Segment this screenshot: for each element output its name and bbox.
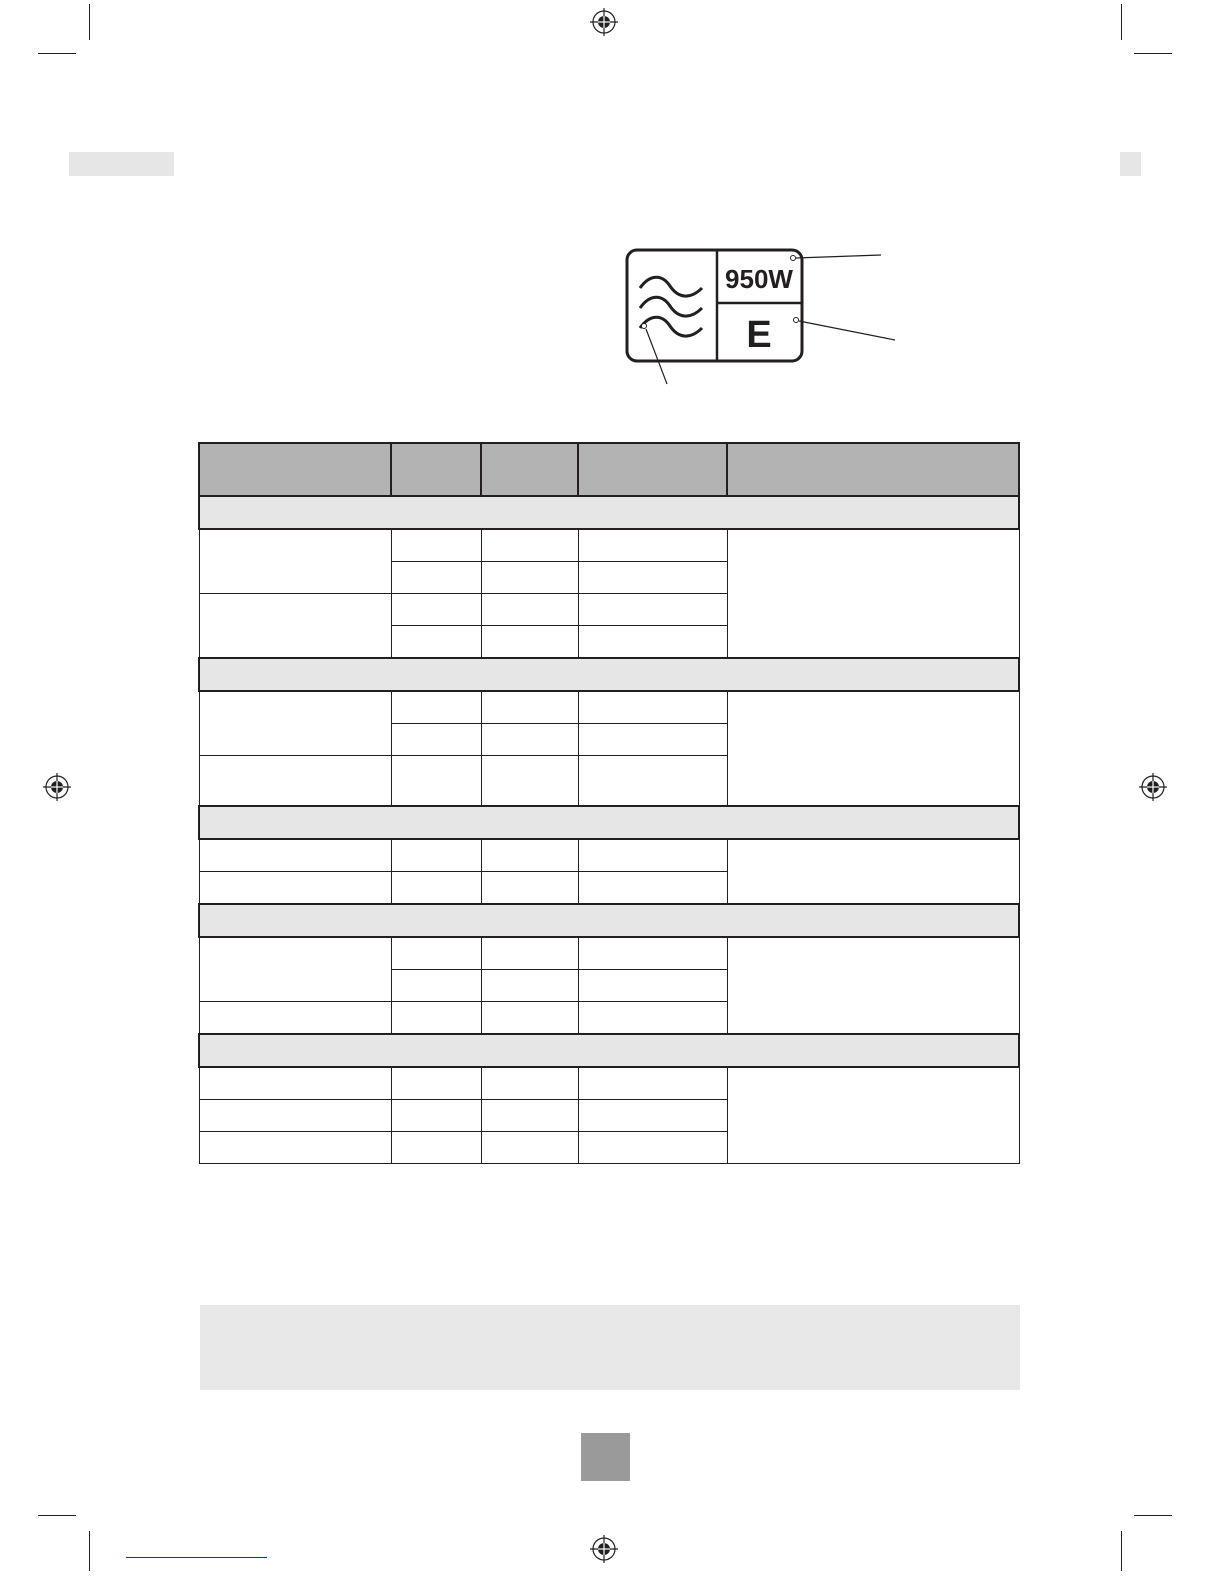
table-section-row xyxy=(199,806,1019,839)
table-cell xyxy=(578,626,727,659)
table-cell xyxy=(481,756,578,807)
table-cell xyxy=(481,562,578,594)
table-section-row xyxy=(199,1034,1019,1067)
table-cell xyxy=(481,839,578,872)
table-section-row xyxy=(199,658,1019,691)
registration-mark-icon xyxy=(43,773,71,801)
footer-link[interactable] xyxy=(126,1557,267,1558)
table-cell xyxy=(391,529,481,562)
table-cell xyxy=(727,839,1019,904)
table-cell xyxy=(199,937,391,1002)
table-section-row xyxy=(199,904,1019,937)
registration-mark-icon xyxy=(590,1535,618,1563)
table-cell xyxy=(199,756,391,807)
table-row xyxy=(199,1067,1019,1100)
microwave-wave-icon xyxy=(640,277,702,336)
registration-mark-icon xyxy=(1139,773,1167,801)
table-header-cell xyxy=(727,443,1019,496)
table-cell xyxy=(391,626,481,659)
table-cell xyxy=(391,872,481,905)
table-cell xyxy=(391,724,481,756)
table-cell xyxy=(199,839,391,872)
section-tab-right xyxy=(1120,152,1141,176)
table-cell xyxy=(481,1100,578,1132)
table-cell xyxy=(578,562,727,594)
table-cell xyxy=(481,1002,578,1035)
table-cell xyxy=(481,691,578,724)
table-header-cell xyxy=(199,443,391,496)
crop-mark xyxy=(89,4,90,40)
table-cell xyxy=(391,594,481,626)
note-box xyxy=(200,1305,1020,1390)
table-cell xyxy=(391,562,481,594)
table-header-cell xyxy=(391,443,481,496)
table-cell xyxy=(199,1002,391,1035)
power-rating: 950W xyxy=(725,264,793,294)
table-cell xyxy=(578,1100,727,1132)
table-row xyxy=(199,529,1019,562)
heating-table xyxy=(198,442,1020,1164)
table-cell xyxy=(391,1002,481,1035)
table-row xyxy=(199,937,1019,970)
table-cell xyxy=(481,1067,578,1100)
registration-mark-icon xyxy=(590,8,618,36)
table-cell xyxy=(391,937,481,970)
table-cell xyxy=(481,872,578,905)
table-cell xyxy=(199,1100,391,1132)
table-row xyxy=(199,839,1019,872)
table-cell xyxy=(391,1100,481,1132)
crop-mark xyxy=(1121,1531,1122,1571)
table-cell xyxy=(727,937,1019,1034)
table-header-cell xyxy=(481,443,578,496)
crop-mark xyxy=(89,1531,90,1571)
table-header-cell xyxy=(578,443,727,496)
heating-category: E xyxy=(746,314,772,356)
table-cell xyxy=(578,756,727,807)
table-cell xyxy=(391,756,481,807)
table-cell xyxy=(578,872,727,905)
table-cell xyxy=(578,1002,727,1035)
table-cell xyxy=(578,839,727,872)
table-cell xyxy=(578,724,727,756)
table-cell xyxy=(578,937,727,970)
table-cell xyxy=(578,594,727,626)
crop-mark xyxy=(38,1515,76,1516)
crop-mark xyxy=(1134,53,1172,54)
page-number-tab xyxy=(581,1433,630,1481)
table-cell xyxy=(578,1132,727,1164)
section-tab-left xyxy=(69,152,174,176)
table-cell xyxy=(199,529,391,594)
table-cell xyxy=(199,691,391,756)
microwave-rating-label xyxy=(620,244,910,389)
table-cell xyxy=(578,1067,727,1100)
table-cell xyxy=(391,839,481,872)
table-cell xyxy=(391,970,481,1002)
table-cell xyxy=(391,691,481,724)
crop-mark xyxy=(38,53,76,54)
table-cell xyxy=(199,1132,391,1164)
table-cell xyxy=(727,1067,1019,1164)
table-cell xyxy=(481,937,578,970)
table-cell xyxy=(481,1132,578,1164)
table-row xyxy=(199,691,1019,724)
table-cell xyxy=(481,529,578,562)
table-cell xyxy=(199,1067,391,1100)
table-header-row xyxy=(199,443,1019,496)
crop-mark xyxy=(1121,4,1122,40)
table-cell xyxy=(727,691,1019,806)
table-cell xyxy=(578,970,727,1002)
table-cell xyxy=(199,594,391,659)
table-cell xyxy=(481,594,578,626)
table-section-row xyxy=(199,496,1019,529)
table-cell xyxy=(481,970,578,1002)
table-cell xyxy=(578,691,727,724)
table-cell xyxy=(727,529,1019,658)
table-cell xyxy=(481,626,578,659)
table-cell xyxy=(481,724,578,756)
table-cell xyxy=(199,872,391,905)
crop-mark xyxy=(1134,1515,1172,1516)
table-cell xyxy=(391,1067,481,1100)
table-cell xyxy=(578,529,727,562)
table-cell xyxy=(391,1132,481,1164)
